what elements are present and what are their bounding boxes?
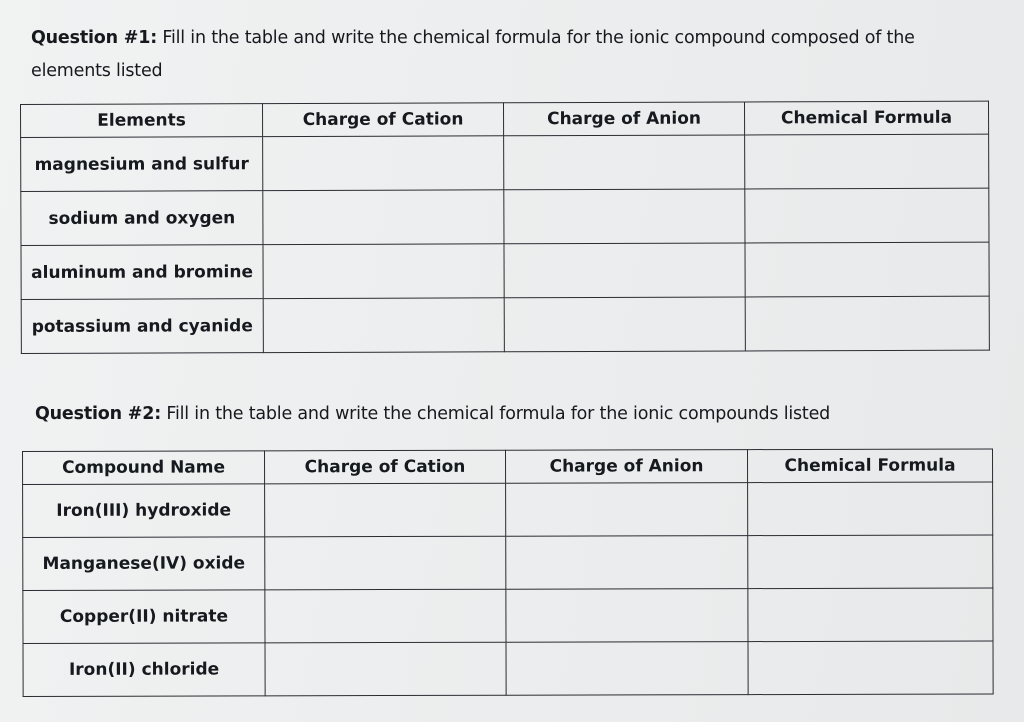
answer-cell-anion[interactable] <box>504 243 745 298</box>
answer-cell-anion[interactable] <box>504 297 745 352</box>
table-row <box>21 242 989 299</box>
answer-cell-formula[interactable] <box>748 588 993 642</box>
answer-cell-anion[interactable] <box>504 189 745 244</box>
header-compound-name: Compound Name <box>23 451 265 485</box>
header-chemical-formula: Chemical Formula <box>744 101 988 135</box>
row-label: magnesium and sulfur <box>21 137 263 192</box>
table-row <box>23 641 993 697</box>
answer-cell-anion[interactable] <box>504 135 745 190</box>
row-label: Iron(II) chloride <box>23 643 265 697</box>
question-2-text: Fill in the table and write the chemical formula for the ionic compounds listed <box>161 404 831 424</box>
table-header-row <box>23 449 993 485</box>
question-2-prompt <box>35 398 995 431</box>
table-row <box>21 296 989 353</box>
question-2-label: Question #2: <box>35 404 161 424</box>
header-elements: Elements <box>21 104 263 138</box>
answer-cell-formula[interactable] <box>748 535 993 589</box>
row-label: Iron(III) hydroxide <box>23 484 265 538</box>
row-label: Copper(II) nitrate <box>23 590 265 644</box>
answer-cell-cation[interactable] <box>265 536 506 590</box>
table-row <box>21 188 989 245</box>
row-label: sodium and oxygen <box>21 191 263 246</box>
answer-cell-formula[interactable] <box>748 641 993 695</box>
answer-cell-cation[interactable] <box>265 642 506 696</box>
table-row <box>21 134 989 191</box>
header-charge-of-cation: Charge of Cation <box>265 450 506 484</box>
answer-cell-anion[interactable] <box>506 483 748 537</box>
question-1-prompt <box>31 22 991 88</box>
table-row <box>23 535 993 591</box>
question-1-table <box>20 101 990 354</box>
answer-cell-cation[interactable] <box>265 483 506 537</box>
answer-cell-anion[interactable] <box>506 589 748 643</box>
row-label: aluminum and bromine <box>21 245 263 300</box>
header-charge-of-anion: Charge of Anion <box>503 102 744 136</box>
table-row <box>23 588 993 644</box>
answer-cell-cation[interactable] <box>263 298 504 353</box>
table-header-row <box>21 101 989 137</box>
header-charge-of-anion: Charge of Anion <box>505 450 747 484</box>
question-2-table <box>22 448 994 697</box>
answer-cell-formula[interactable] <box>745 296 989 351</box>
answer-cell-anion[interactable] <box>506 536 748 590</box>
answer-cell-formula[interactable] <box>745 242 989 297</box>
answer-cell-cation[interactable] <box>263 190 504 245</box>
answer-cell-anion[interactable] <box>506 642 748 696</box>
question-1-label: Question #1: <box>31 28 157 48</box>
answer-cell-formula[interactable] <box>748 482 993 536</box>
header-chemical-formula: Chemical Formula <box>747 449 992 483</box>
answer-cell-formula[interactable] <box>745 134 989 189</box>
row-label: Manganese(IV) oxide <box>23 537 265 591</box>
answer-cell-cation[interactable] <box>263 136 504 191</box>
header-charge-of-cation: Charge of Cation <box>263 103 504 137</box>
answer-cell-formula[interactable] <box>745 188 989 243</box>
answer-cell-cation[interactable] <box>263 244 504 299</box>
table-row <box>23 482 993 538</box>
row-label: potassium and cyanide <box>21 299 263 354</box>
question-1-text: Fill in the table and write the chemical formula for the ionic compound composed of the elements listed <box>31 28 915 81</box>
answer-cell-cation[interactable] <box>265 589 506 643</box>
